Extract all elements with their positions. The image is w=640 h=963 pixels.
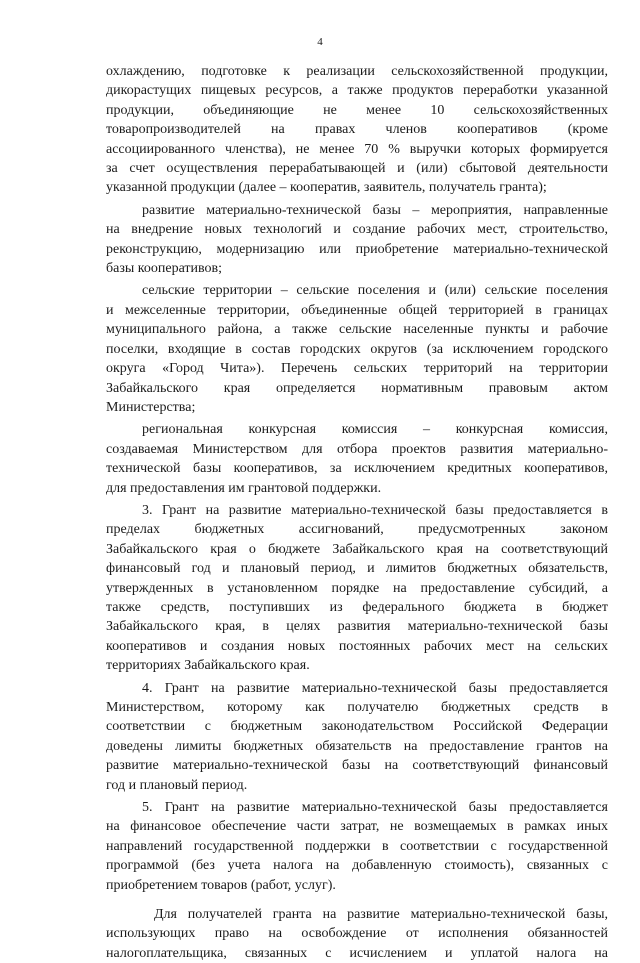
text-line: реконструкцию, модернизацию или приобретение материально-технической bbox=[106, 241, 608, 257]
paragraph-item-5-continued bbox=[106, 905, 608, 963]
text-line: территориях Забайкальского края. bbox=[106, 658, 310, 674]
text-line: использующих право на освобождение от исполнения обязанностей bbox=[106, 926, 608, 942]
text-line: финансовый год и плановый период, и лимитов бюджетных обязательств, bbox=[106, 561, 608, 577]
text-line: доведены лимиты бюджетных обязательств на предоставление грантов на bbox=[106, 738, 608, 754]
text-line: Для получателей гранта на развитие материально-технической базы, bbox=[154, 907, 608, 923]
text-line: приобретением товаров (работ, услуг). bbox=[106, 877, 336, 893]
text-line: за счет осуществления перерабатывающей и (или) сбытовой деятельности bbox=[106, 161, 608, 177]
text-line: кооперативов и создания новых постоянных рабочих мест на сельских bbox=[106, 638, 608, 654]
text-line: на внедрение новых технологий и создание рабочих мест, строительство, bbox=[106, 222, 608, 238]
text-line: технической базы кооперативов, за исключением кредитных кооперативов, bbox=[106, 461, 608, 477]
text-line: развитие материально-технической базы – мероприятия, направленные bbox=[142, 202, 608, 218]
paragraph-definition-rural-territories bbox=[106, 281, 608, 417]
text-line: направлений государственной поддержки в соответствии с государственной bbox=[106, 838, 608, 854]
document-body bbox=[106, 62, 608, 963]
text-line: указанной продукции (далее – кооператив, заявитель, получатель гранта); bbox=[106, 180, 547, 196]
text-line: поселки, входящие в состав городских округов (за исключением городского bbox=[106, 341, 608, 357]
text-line: налогоплательщика, связанных с исчислением и уплатой налога на bbox=[106, 945, 608, 961]
text-line: год и плановый период. bbox=[106, 777, 248, 793]
text-line: соответствии с бюджетным законодательством Российской Федерации bbox=[106, 719, 608, 735]
paragraph-item-3 bbox=[106, 501, 608, 676]
paragraph-item-4 bbox=[106, 679, 608, 795]
paragraph-definition-mtb-development bbox=[106, 201, 608, 279]
text-line: округа «Город Чита»). Перечень сельских территорий на территории bbox=[106, 361, 608, 377]
page-number: 4 bbox=[317, 36, 323, 48]
text-line: программой (без учета налога на добавленную стоимость), связанных с bbox=[106, 858, 608, 874]
paragraph-item-5 bbox=[106, 798, 608, 895]
text-line: 3. Грант на развитие материально-технической базы предоставляется в bbox=[142, 502, 608, 518]
text-line: утвержденных в установленном порядке на предоставление субсидий, а bbox=[106, 580, 608, 596]
text-line: дикорастущих пищевых ресурсов, а также продуктов переработки указанной bbox=[106, 83, 608, 99]
text-line: товаропроизводителей на правах членов кооперативов (кроме bbox=[106, 122, 608, 138]
text-line: 4. Грант на развитие материально-технической базы предоставляется bbox=[142, 680, 608, 696]
text-line: муниципального района, а также сельские населенные пункты и рабочие bbox=[106, 322, 608, 338]
text-line: для предоставления им грантовой поддержки. bbox=[106, 480, 382, 496]
text-line: Министерства; bbox=[106, 399, 196, 415]
text-line: Забайкальского края о бюджете Забайкальского края на соответствующий bbox=[106, 541, 608, 557]
text-line: продукции, объединяющие не менее 10 сельскохозяйственных bbox=[106, 102, 608, 118]
text-line: охлаждению, подготовке к реализации сельскохозяйственной продукции, bbox=[106, 64, 608, 79]
paragraph-definition-regional-commission bbox=[106, 420, 608, 498]
text-line: 5. Грант на развитие материально-технической базы предоставляется bbox=[142, 800, 608, 816]
text-line: региональная конкурсная комиссия – конкурсная комиссия, bbox=[142, 422, 608, 438]
paragraph-definition-cooperative bbox=[106, 62, 608, 198]
text-line: пределах бюджетных ассигнований, предусмотренных законом bbox=[106, 522, 608, 538]
text-line: развитие материально-технической базы на соответствующий финансовый bbox=[106, 758, 608, 774]
text-line: Забайкальского края определяется нормативным правовым актом bbox=[106, 380, 608, 396]
text-line: создаваемая Министерством для отбора проектов развития материально- bbox=[106, 441, 608, 457]
text-line: базы кооперативов; bbox=[106, 261, 223, 277]
text-line: Забайкальского края, в целях развития материально-технической базы bbox=[106, 619, 608, 635]
text-line: и межселенные территории, объединенные общей территорией в границах bbox=[106, 302, 608, 318]
text-line: на финансовое обеспечение части затрат, не возмещаемых в рамках иных bbox=[106, 819, 608, 835]
text-line: также средств, поступивших из федерального бюджета в бюджет bbox=[106, 599, 608, 615]
text-line: ассоциированного членства), не менее 70 % выручки которых формируется bbox=[106, 141, 608, 157]
text-line: сельские территории – сельские поселения и (или) сельские поселения bbox=[142, 283, 608, 299]
text-line: Министерством, которому как получателю бюджетных средств в bbox=[106, 700, 608, 715]
